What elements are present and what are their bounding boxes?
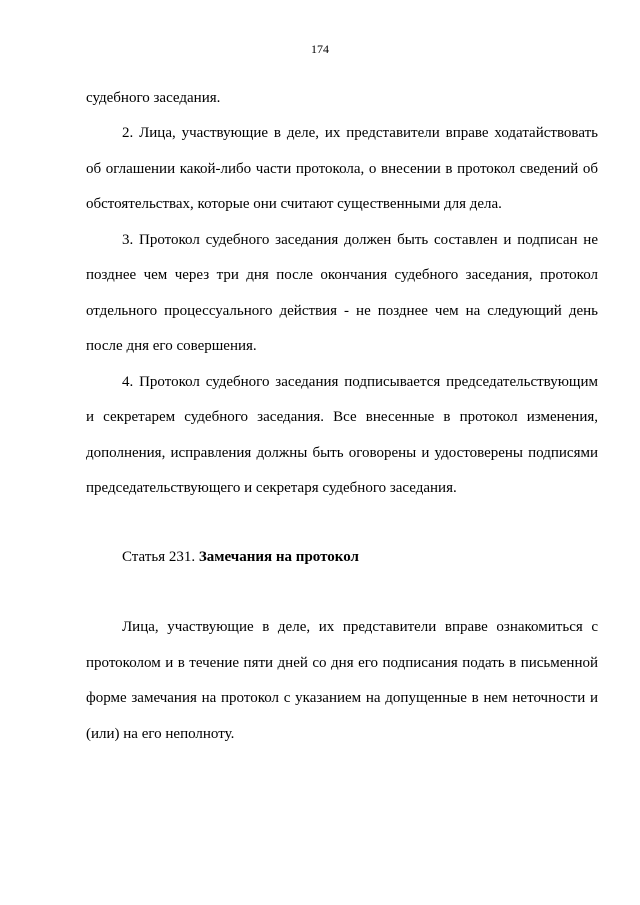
article-heading [122, 547, 359, 567]
text-line: председательствующего и секретаря судебного заседания. [86, 480, 457, 496]
article-number: Статья 231. [122, 549, 199, 565]
article-title: Замечания на протокол [198, 549, 359, 565]
text-line: 2. Лица, участвующие в деле, их представители вправе ходатайствовать [122, 125, 598, 141]
text-line: 4. Протокол судебного заседания подписывается председательствующим [122, 374, 598, 390]
text-line: дополнения, исправления должны быть оговорены и удостоверены подписями [86, 445, 598, 461]
text-line: Лица, участвующие в деле, их представители вправе ознакомиться с [122, 619, 598, 635]
text-line: об оглашении какой-либо части протокола, о внесении в протокол сведений об [86, 161, 598, 177]
page-number: 174 [311, 42, 329, 56]
text-line: 3. Протокол судебного заседания должен быть составлен и подписан не [122, 232, 598, 248]
text-line: отдельного процессуального действия - не позднее чем на следующий день [86, 303, 598, 319]
text-line: протоколом и в течение пяти дней со дня его подписания подать в письменной [86, 655, 598, 671]
text-line: и секретарем судебного заседания. Все внесенные в протокол изменения, [86, 409, 598, 425]
text-line: судебного заседания. [86, 90, 221, 106]
text-line: обстоятельствах, которые они считают существенными для дела. [86, 196, 502, 212]
text-line: после дня его совершения. [86, 338, 257, 354]
text-line: позднее чем через три дня после окончания судебного заседания, протокол [86, 267, 598, 283]
text-line: форме замечания на протокол с указанием на допущенные в нем неточности и [86, 690, 598, 706]
text-line: (или) на его неполноту. [86, 726, 235, 742]
